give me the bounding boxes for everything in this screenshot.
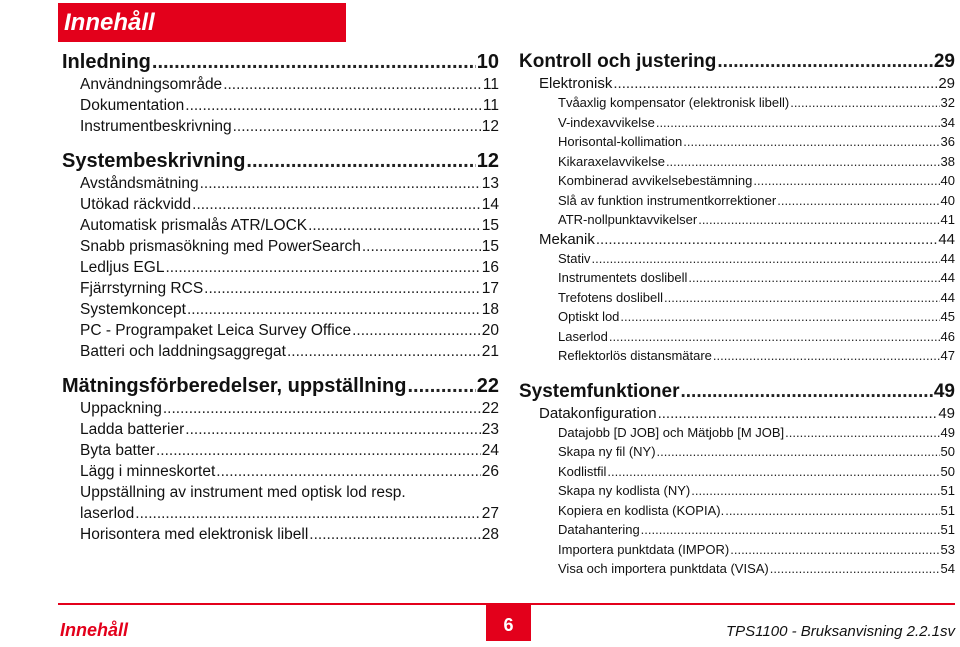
toc-entry[interactable]: Datahantering ..... 51 bbox=[519, 520, 955, 540]
toc-entry[interactable]: Tvåaxlig kompensator (elektronisk libell) ..... 32 bbox=[519, 93, 955, 113]
toc-subchapter[interactable]: Mekanik ..... 44 bbox=[519, 230, 955, 249]
toc-entry[interactable]: Fjärrstyrning RCS ..... 17 bbox=[62, 278, 499, 299]
toc-entry[interactable]: Byta batter ..... 24 bbox=[62, 440, 499, 461]
toc-entry[interactable]: Batteri och laddningsaggregat ..... 21 bbox=[62, 341, 499, 362]
page-footer bbox=[58, 603, 955, 645]
toc-entry[interactable]: Horisontal-kollimation ..... 36 bbox=[519, 132, 955, 152]
toc-chapter[interactable]: Kontroll och justering ..... 29 bbox=[519, 50, 955, 74]
toc-entry[interactable]: Kopiera en kodlista (KOPIA). ..... 51 bbox=[519, 501, 955, 521]
toc-entry[interactable]: Skapa ny fil (NY) ..... 50 bbox=[519, 442, 955, 462]
toc-entry[interactable]: Importera punktdata (IMPOR) ..... 53 bbox=[519, 540, 955, 560]
banner-title: Innehåll bbox=[64, 9, 155, 36]
footer-document-label: TPS1100 - Bruksanvisning 2.2.1sv bbox=[725, 623, 955, 640]
toc-entry-first-line[interactable]: Uppställning av instrument med optisk lod resp. bbox=[80, 484, 406, 501]
toc-entry[interactable]: V-indexavvikelse ..... 34 bbox=[519, 113, 955, 133]
toc-chapter[interactable]: Inledning ..... 10 bbox=[62, 50, 499, 74]
toc-entry[interactable]: Dokumentation ..... 11 bbox=[62, 95, 499, 116]
toc-entry[interactable]: Skapa ny kodlista (NY) ..... 51 bbox=[519, 481, 955, 501]
page-number: 6 bbox=[503, 615, 514, 635]
toc-subchapter[interactable]: Datakonfiguration ..... 49 bbox=[519, 404, 955, 423]
toc-entry[interactable]: Trefotens doslibell ..... 44 bbox=[519, 288, 955, 308]
toc-entry[interactable]: Användningsområde ..... 11 bbox=[62, 74, 499, 95]
toc-entry[interactable]: Kikaraxelavvikelse ..... 38 bbox=[519, 152, 955, 172]
toc-entry[interactable]: Avståndsmätning ..... 13 bbox=[62, 173, 499, 194]
toc-entry[interactable]: Instrumentets doslibell ..... 44 bbox=[519, 268, 955, 288]
toc-chapter[interactable]: Mätningsförberedelser, uppställning ..... 22 bbox=[62, 374, 499, 398]
toc-entry[interactable]: Kombinerad avvikelsebestämning ..... 40 bbox=[519, 171, 955, 191]
toc-entry[interactable]: Instrumentbeskrivning ..... 12 bbox=[62, 116, 499, 137]
toc-entry[interactable]: Slå av funktion instrumentkorrektioner ..... 40 bbox=[519, 191, 955, 211]
toc-entry[interactable]: PC - Programpaket Leica Survey Office ..... 20 bbox=[62, 320, 499, 341]
toc-entry[interactable]: laserlod ..... 27 bbox=[62, 503, 499, 524]
toc-entry[interactable]: Ledljus EGL ..... 16 bbox=[62, 257, 499, 278]
toc-entry[interactable]: Snabb prismasökning med PowerSearch ..... 15 bbox=[62, 236, 499, 257]
toc-entry[interactable]: Laserlod ..... 46 bbox=[519, 327, 955, 347]
toc-entry[interactable]: Horisontera med elektronisk libell ..... 28 bbox=[62, 524, 499, 545]
toc-entry[interactable]: Datajobb [D JOB] och Mätjobb [M JOB] ..... 49 bbox=[519, 423, 955, 443]
toc-right-column bbox=[519, 50, 955, 579]
toc-subchapter[interactable]: Elektronisk ..... 29 bbox=[519, 74, 955, 93]
toc-entry[interactable]: Visa och importera punktdata (VISA) ..... 54 bbox=[519, 559, 955, 579]
toc-entry[interactable]: Automatisk prismalås ATR/LOCK ..... 15 bbox=[62, 215, 499, 236]
toc-entry[interactable]: Ladda batterier ..... 23 bbox=[62, 419, 499, 440]
toc-entry[interactable]: Kodlistfil ..... 50 bbox=[519, 462, 955, 482]
page-number-box bbox=[486, 603, 531, 641]
toc-left-column bbox=[62, 50, 499, 545]
toc-entry[interactable]: Optiskt lod ..... 45 bbox=[519, 307, 955, 327]
section-banner bbox=[58, 3, 346, 42]
toc-entry[interactable]: Lägg i minneskortet ..... 26 bbox=[62, 461, 499, 482]
toc-entry[interactable]: Stativ ..... 44 bbox=[519, 249, 955, 269]
toc-chapter[interactable]: Systembeskrivning ..... 12 bbox=[62, 149, 499, 173]
toc-entry[interactable]: Systemkoncept ..... 18 bbox=[62, 299, 499, 320]
footer-section-label: Innehåll bbox=[60, 620, 129, 640]
toc-entry[interactable]: Utökad räckvidd ..... 14 bbox=[62, 194, 499, 215]
toc-entry[interactable]: ATR-nollpunktavvikelser ..... 41 bbox=[519, 210, 955, 230]
toc-entry[interactable]: Uppackning ..... 22 bbox=[62, 398, 499, 419]
toc-entry[interactable]: Reflektorlös distansmätare ..... 47 bbox=[519, 346, 955, 366]
toc-chapter[interactable]: Systemfunktioner ..... 49 bbox=[519, 380, 955, 404]
